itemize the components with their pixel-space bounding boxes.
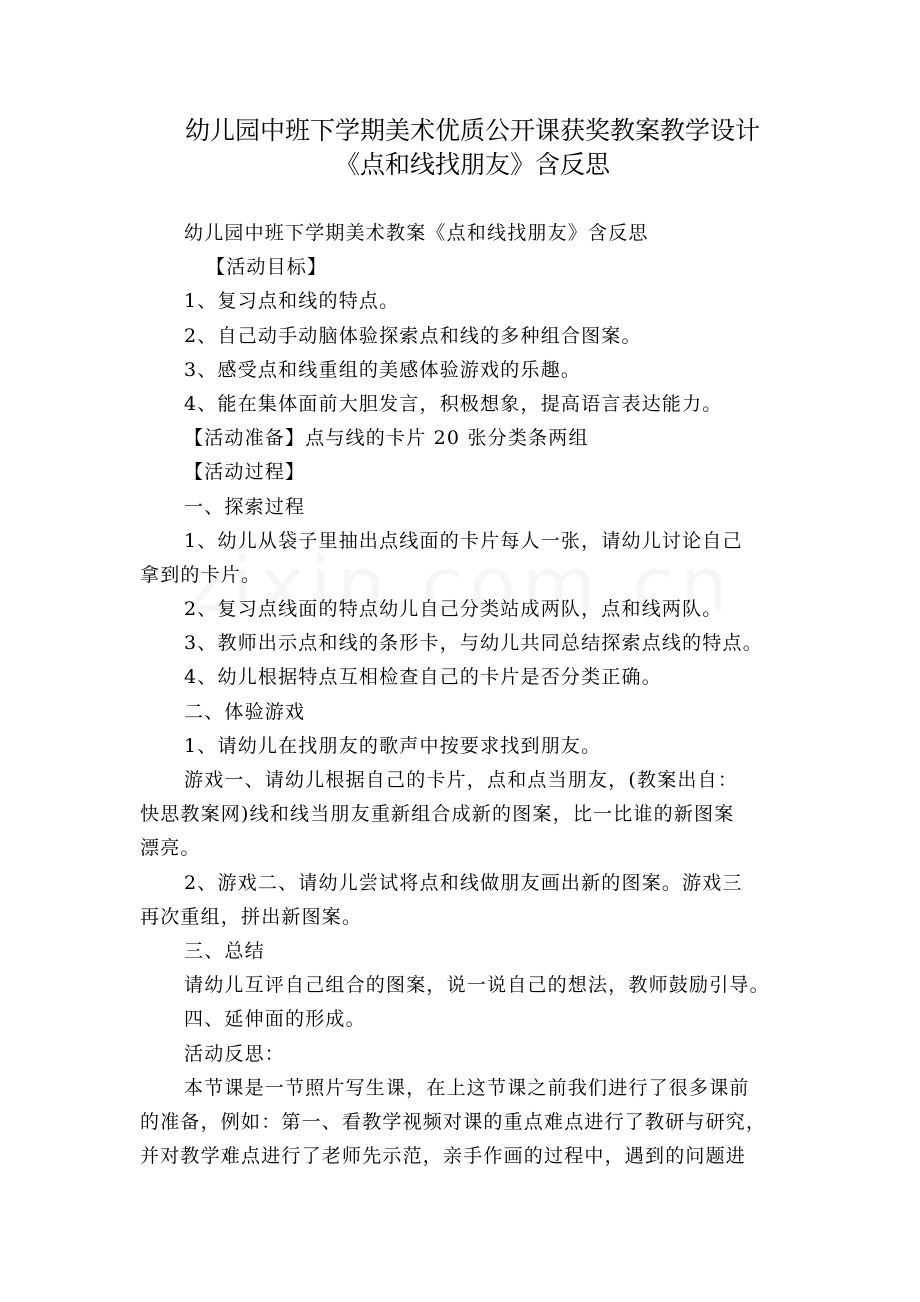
body-line: 3、感受点和线重组的美感体验游戏的乐趣。 — [184, 358, 582, 381]
body-line: 4、能在集体面前大胆发言，积极想象，提高语言表达能力。 — [184, 392, 723, 415]
body-line: 拿到的卡片。 — [140, 563, 262, 586]
body-line: 2、游戏二、请幼儿尝试将点和线做朋友画出新的图案。游戏三 — [184, 871, 743, 894]
body-line: 1、复习点和线的特点。 — [184, 290, 400, 313]
body-line: 幼儿园中班下学期美术教案《点和线找朋友》含反思 — [184, 222, 649, 244]
body-line: 并对教学难点进行了老师先示范，亲手作画的过程中，遇到的问题进 — [140, 1145, 747, 1168]
section-heading: 【活动目标】 — [206, 256, 328, 279]
document-body — [140, 216, 795, 1173]
section-heading: 【活动准备】点与线的卡片 20 张分类条两组 — [184, 427, 589, 450]
body-line: 4、幼儿根据特点互相检查自己的卡片是否分类正确。 — [184, 666, 662, 689]
body-line: 漂亮。 — [140, 837, 201, 860]
section-heading: 【活动过程】 — [184, 461, 306, 484]
subsection-heading: 二、体验游戏 — [184, 700, 306, 723]
document-title-line-2: 《点和线找朋友》含反思 — [334, 150, 610, 179]
body-line: 请幼儿互评自己组合的图案，说一说自己的想法，教师鼓励引导。 — [184, 974, 770, 997]
body-line: 再次重组，拼出新图案。 — [140, 905, 363, 928]
body-line: 1、请幼儿在找朋友的歌声中按要求找到朋友。 — [184, 734, 602, 757]
body-line: 3、教师出示点和线的条形卡，与幼儿共同总结探索点线的特点。 — [184, 632, 763, 655]
subsection-heading: 活动反思： — [184, 1042, 286, 1065]
body-line: 1、幼儿从袋子里抽出点线面的卡片每人一张，请幼儿讨论自己 — [184, 529, 743, 552]
body-line: 游戏一、请幼儿根据自己的卡片，点和点当朋友，(教案出自： — [184, 769, 739, 791]
subsection-heading: 三、总结 — [184, 939, 265, 962]
body-line: 的准备，例如：第一、看教学视频对课的重点难点进行了教研与研究， — [140, 1110, 767, 1133]
body-line: 2、自己动手动脑体验探索点和线的多种组合图案。 — [184, 324, 642, 347]
body-line: 快思教案网)线和线当朋友重新组合成新的图案，比一比谁的新图案 — [140, 803, 735, 826]
subsection-heading: 一、探索过程 — [184, 495, 306, 518]
body-line: 本节课是一节照片写生课，在上这节课之前我们进行了很多课前 — [184, 1076, 750, 1099]
document-title-line-1: 幼儿园中班下学期美术优质公开课获奖教案教学设计 — [184, 116, 760, 145]
body-line: 2、复习点线面的特点幼儿自己分类站成两队，点和线两队。 — [184, 598, 723, 621]
subsection-heading: 四、延伸面的形成。 — [184, 1008, 366, 1031]
